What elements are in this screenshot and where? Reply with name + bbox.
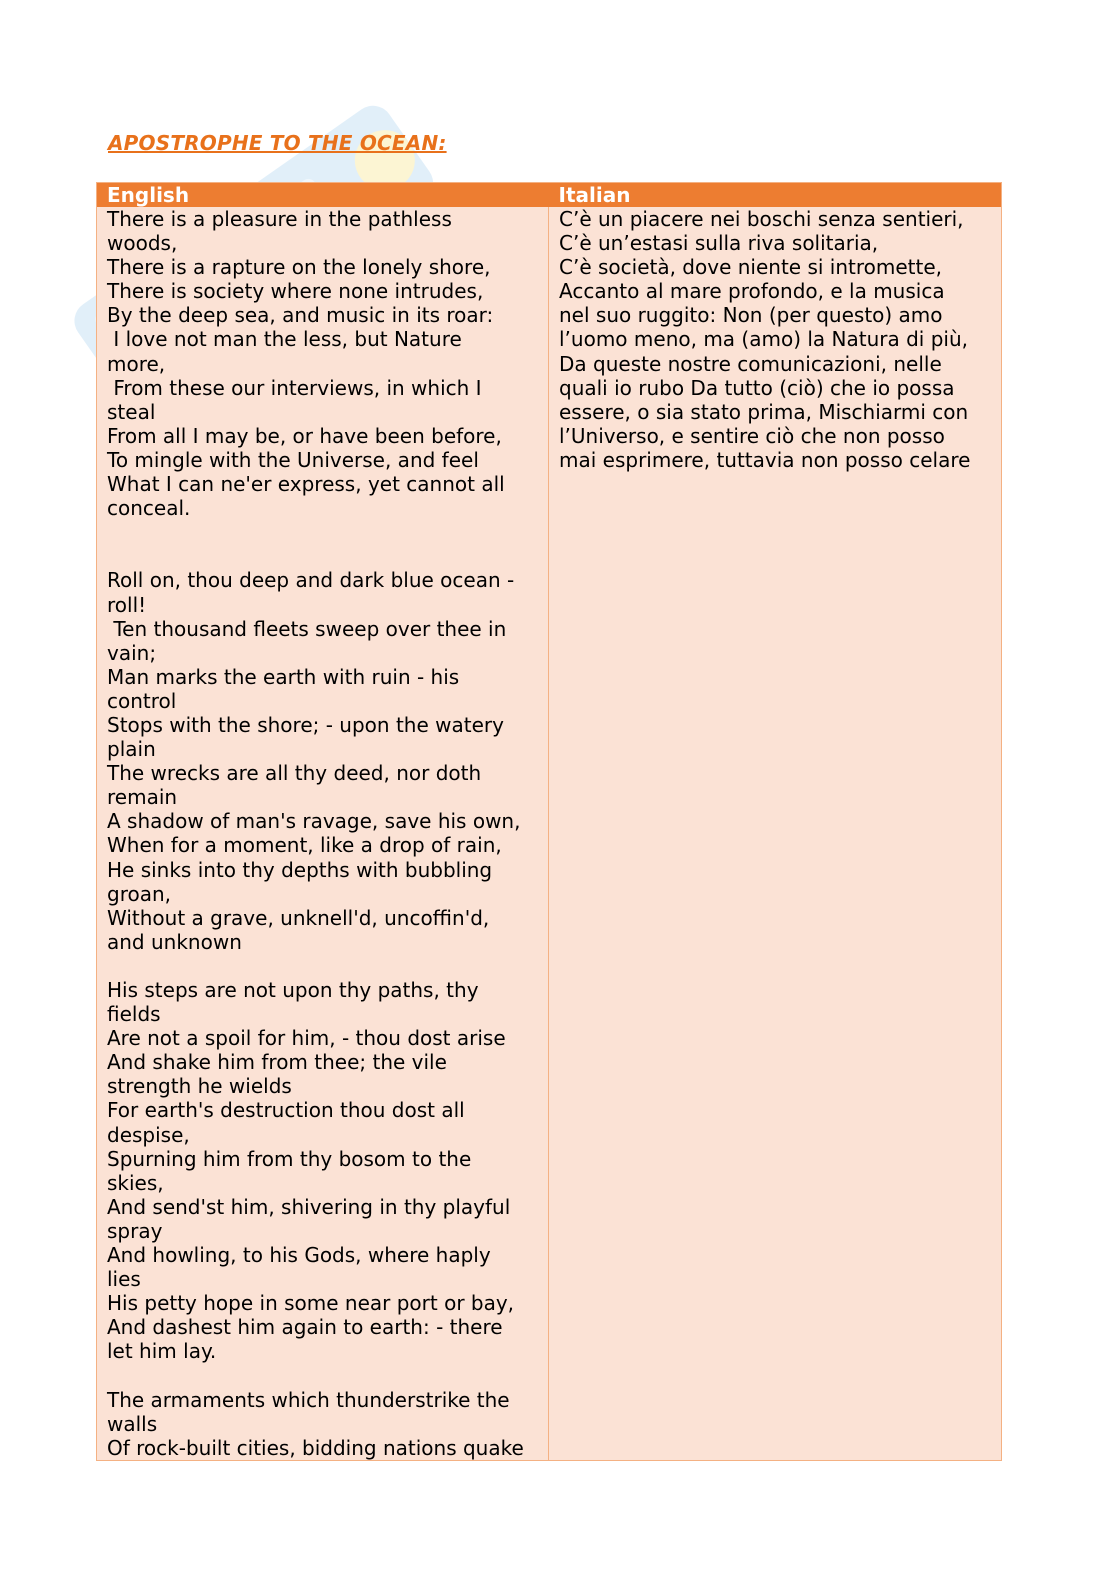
english-poem-line: plain [107,737,156,762]
english-poem-line: walls [107,1411,158,1436]
english-poem-line: The armaments which thunderstrike the [107,1387,510,1412]
english-poem-line: despise, [107,1122,190,1147]
italian-translation-line: C’è un’estasi sulla riva solitaria, [559,231,879,256]
italian-translation-line: Accanto al mare profondo, e la musica [559,279,945,304]
english-poem-line: There is a pleasure in the pathless [107,207,452,231]
english-text-cell [97,207,549,1461]
english-poem-line: and unknown [107,929,242,954]
english-poem-line: vain; [107,640,157,665]
english-poem-line: And send'st him, shivering in thy playful [107,1194,511,1219]
italian-translation-line: essere, o sia stato prima, Mischiarmi con [559,399,969,424]
blank-line [107,544,538,568]
english-poem-line: His steps are not upon thy paths, thy [107,978,479,1002]
english-poem-line: more, [107,351,166,376]
english-poem-line: Of rock-built cities, bidding nations quake [107,1435,524,1460]
english-poem-line: What I can ne'er express, yet cannot all [107,472,505,497]
english-poem-line: Ten thousand fleets sweep over thee in [107,616,507,641]
english-poem-line: And shake him from thee; the vile [107,1050,447,1075]
english-poem-line: I love not man the less, but Nature [107,327,462,352]
english-poem-line: The wrecks are all thy deed, nor doth [107,761,482,786]
english-poem-line: skies, [107,1170,164,1195]
english-poem-line: woods, [107,231,178,256]
english-column-header: English [97,183,549,208]
english-poem-line: And howling, to his Gods, where haply [107,1243,491,1268]
english-poem-line: From these our interviews, in which I [107,375,482,400]
english-poem-line: control [107,688,177,713]
english-poem-line: lies [107,1267,141,1292]
english-poem-line: groan, [107,881,172,906]
italian-translation-line: l’uomo meno, ma (amo) la Natura di più, [559,327,968,352]
italian-translation-line: C’è società, dove niente si intromette, [559,255,943,280]
italian-translation-line: l’Universo, e sentire ciò che non posso [559,423,945,448]
english-poem-line: A shadow of man's ravage, save his own, [107,809,521,834]
english-poem-line: remain [107,785,178,810]
english-poem-line: fields [107,1002,161,1027]
table-header-row [97,183,1002,208]
english-poem-line: When for a moment, like a drop of rain, [107,833,502,858]
english-poem-line: And dashest him again to earth: - there [107,1315,503,1340]
italian-translation-line: C’è un piacere nei boschi senza sentieri, [559,207,964,231]
italian-text-cell [549,207,1002,1461]
english-poem-line: His petty hope in some near port or bay, [107,1291,515,1316]
translation-table [96,182,1002,1461]
english-poem-line: By the deep sea, and music in its roar: [107,303,494,328]
english-poem-line: From all I may be, or have been before, [107,423,502,448]
english-poem-line: conceal. [107,496,191,521]
italian-translation-line: Da queste nostre comunicazioni, nelle [559,351,942,376]
english-poem-line: roll! [107,592,147,617]
english-poem-line: Spurning him from thy bosom to the [107,1146,472,1171]
italian-translation-line: mai esprimere, tuttavia non posso celare [559,447,971,472]
blank-line [107,520,538,544]
english-poem-line: Are not a spoil for him, - thou dost arise [107,1026,506,1051]
english-poem-line: Stops with the shore; - upon the watery [107,712,504,737]
english-poem-line: There is a rapture on the lonely shore, [107,255,491,280]
document-title: APOSTROPHE TO THE OCEAN: [108,131,447,155]
italian-translation-line: quali io rubo Da tutto (ciò) che io possa [559,375,955,400]
english-poem-line: spray [107,1218,163,1243]
english-poem-line: To mingle with the Universe, and feel [107,447,479,472]
english-poem-line: let him lay. [107,1339,217,1364]
blank-line [107,954,538,978]
english-poem-line: He sinks into thy depths with bubbling [107,857,493,882]
english-poem-line: Without a grave, unknell'd, uncoffin'd, [107,905,490,930]
italian-translation-line: nel suo ruggito: Non (per questo) amo [559,303,943,328]
table-row [97,207,1002,1461]
blank-line [107,1364,538,1388]
english-poem-line: For earth's destruction thou dost all [107,1098,465,1123]
english-poem-line: There is society where none intrudes, [107,279,484,304]
english-poem-line: Roll on, thou deep and dark blue ocean - [107,568,515,593]
english-poem-line: strength he wields [107,1074,292,1099]
english-poem-line: Man marks the earth with ruin - his [107,664,460,689]
english-poem-line: steal [107,399,156,424]
italian-column-header: Italian [549,183,1002,208]
